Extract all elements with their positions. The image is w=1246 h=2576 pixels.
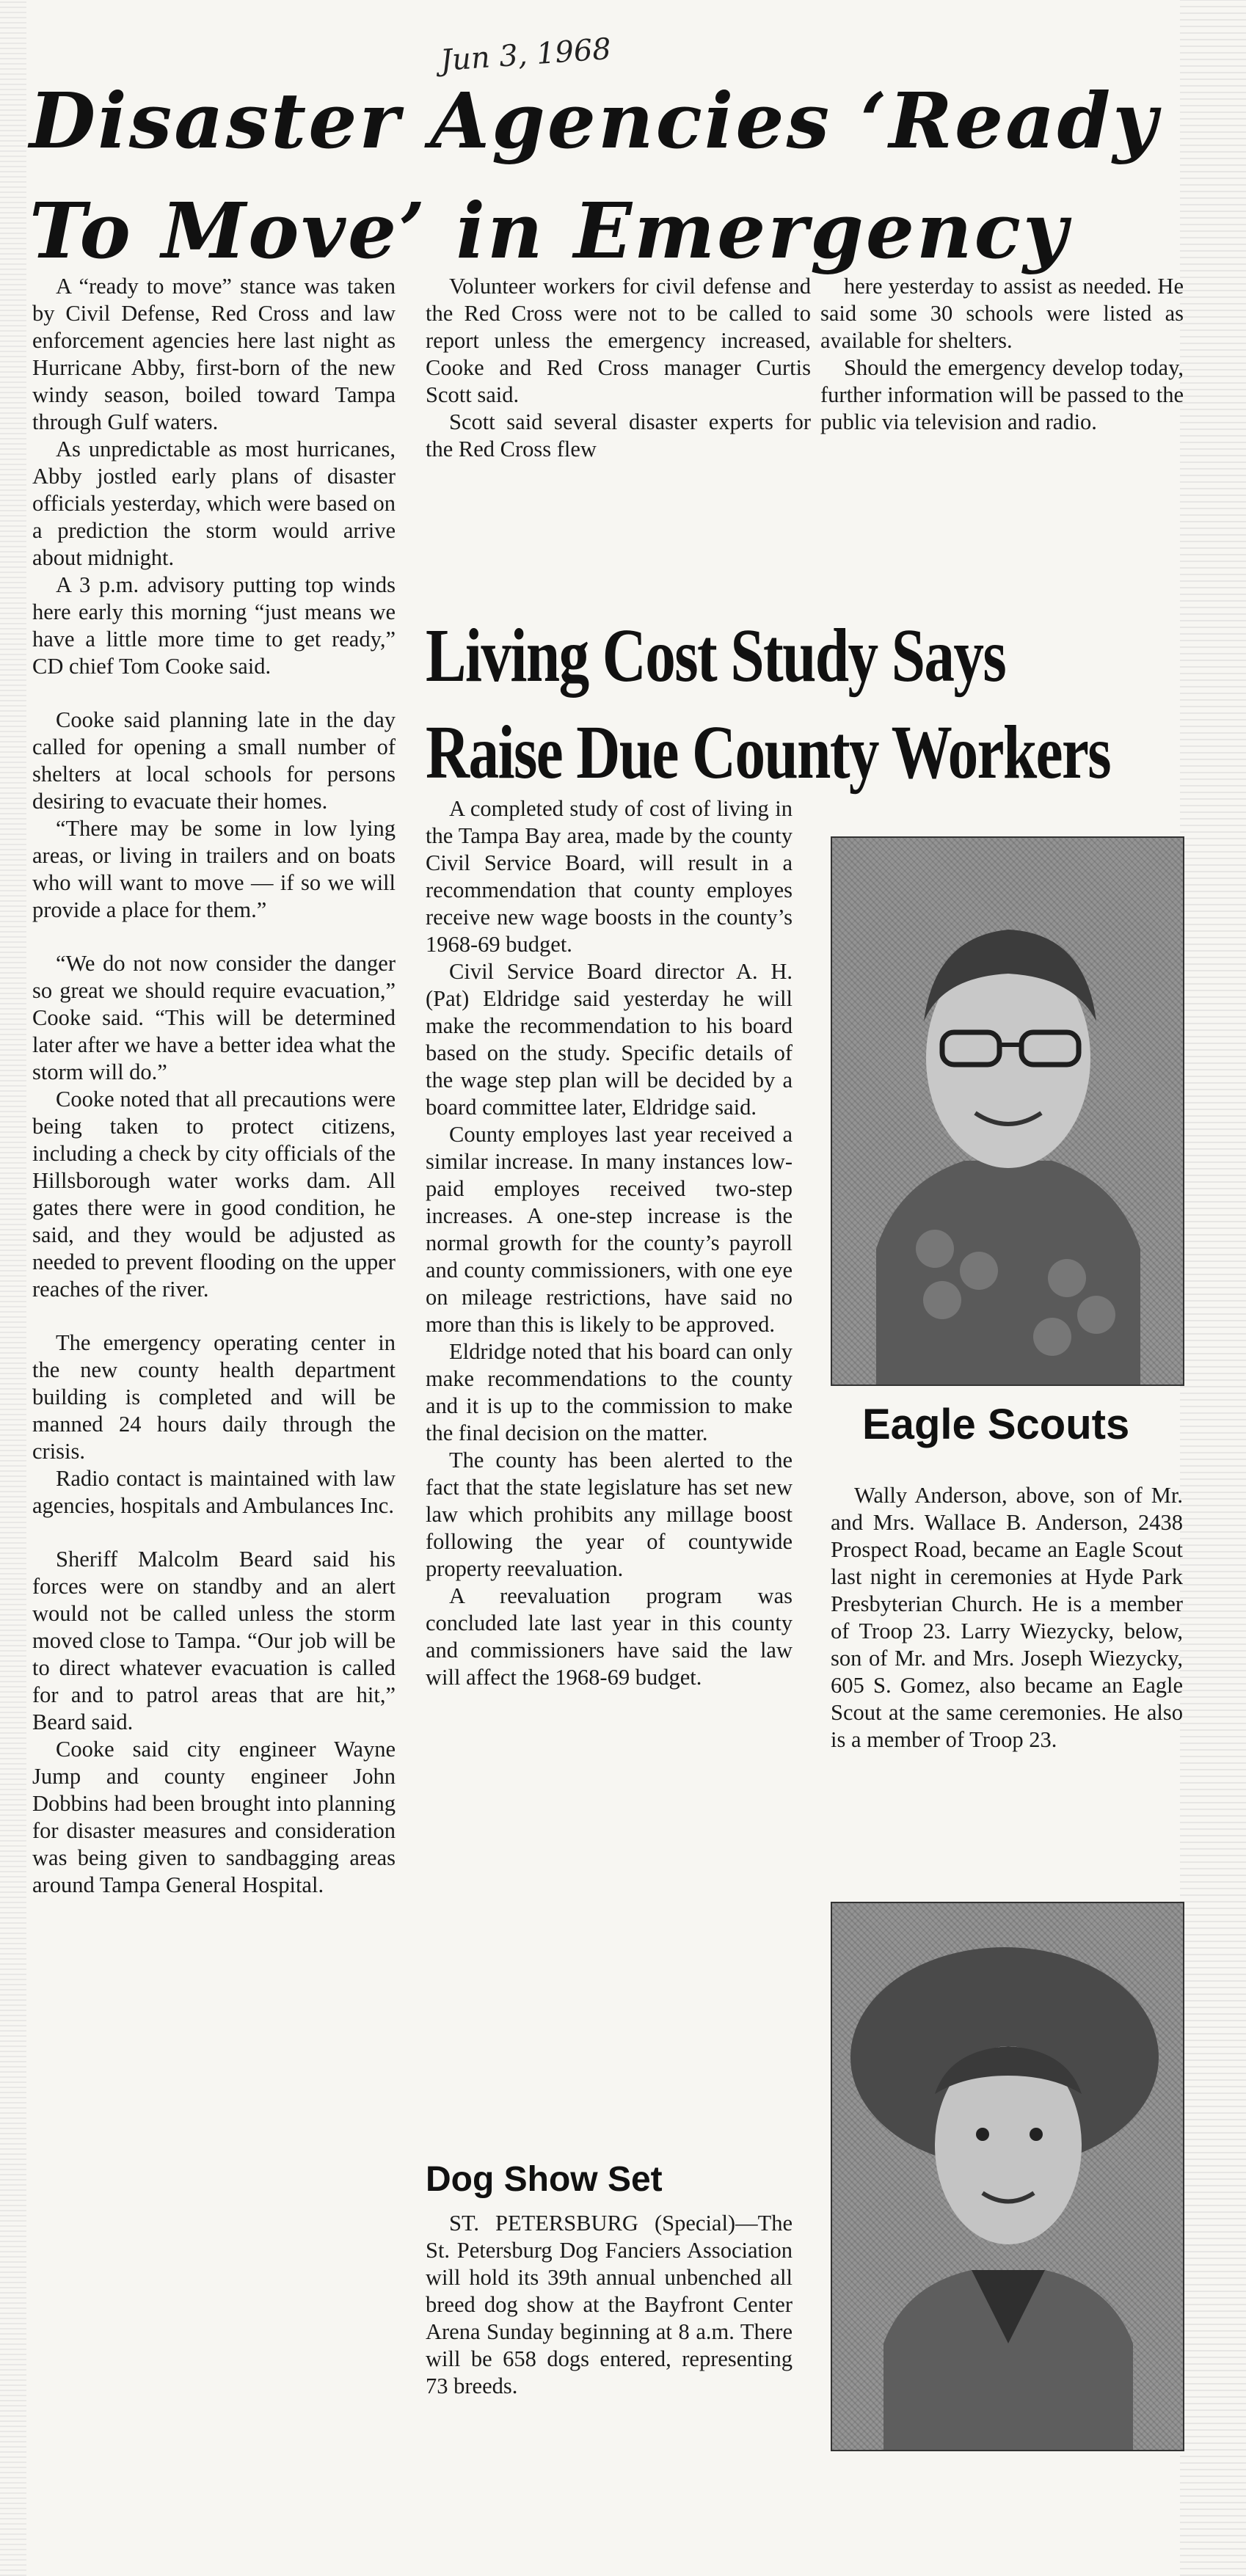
paragraph: A 3 p.m. advisory putting top winds here early this morning “just means we have a little more time to get ready,” CD chief Tom Cooke said. bbox=[32, 572, 396, 679]
dog-show-story bbox=[426, 2210, 793, 2400]
paragraph: Eldridge noted that his board can only make recommendations to the county and it is up to the commission to make the final decision on the matter. bbox=[426, 1339, 793, 1445]
paragraph: here yesterday to assist as needed. He said some 30 schools were listed as available for shelters. bbox=[820, 274, 1184, 353]
paragraph: Cooke said planning late in the day called for opening a small number of shelters at local schools for persons desiring to evacuate their homes. bbox=[32, 707, 396, 814]
living-cost-headline-line1: Living Cost Study Says bbox=[426, 613, 1006, 698]
dog-show-headline: Dog Show Set bbox=[426, 2160, 663, 2199]
scan-noise-left bbox=[0, 0, 26, 2576]
paragraph: Volunteer workers for civil defense and the Red Cross were not to be called to report unless the emergency increased, Cooke and Red Cross manager Curtis Scott said. bbox=[426, 274, 811, 407]
paragraph: A completed study of cost of living in the Tampa Bay area, made by the county Civil Service Board, will result in a recommendation that county employes receive new wage boosts in the county’s 1968-69 budget. bbox=[426, 796, 793, 957]
portrait-illustration bbox=[832, 838, 1183, 1384]
paragraph: Cooke said city engineer Wayne Jump and county engineer John Dobbins had been brought into planning for disaster measures and consideration was being given to sandbagging areas around Tampa General Hospital. bbox=[32, 1737, 396, 1897]
living-cost-headline-line2: Raise Due County Workers bbox=[426, 710, 1111, 795]
scout-photo-larry-wiezycky bbox=[831, 1902, 1184, 2451]
main-story-column-1 bbox=[32, 273, 396, 1899]
main-story-column-3 bbox=[820, 273, 1184, 436]
spacer bbox=[32, 1519, 396, 1546]
living-cost-headline bbox=[426, 607, 1111, 801]
paragraph: “There may be some in low lying areas, or living in trailers and on boats who will want to move — if so we will provide a place for them.” bbox=[32, 816, 396, 922]
paragraph: “We do not now consider the danger so great we should require evacuation,” Cooke said. “This will be determined later after we have a better idea what the storm will do.” bbox=[32, 951, 396, 1084]
main-headline-line2: To Move’ in Emergency bbox=[29, 186, 1070, 276]
paragraph: Radio contact is maintained with law agencies, hospitals and Ambulances Inc. bbox=[32, 1466, 396, 1518]
eagle-scouts-caption bbox=[831, 1482, 1183, 1754]
handwritten-date: Jun 3, 1968 bbox=[439, 32, 613, 79]
paragraph: Wally Anderson, above, son of Mr. and Mrs. Wallace B. Anderson, 2438 Prospect Road, became an Eagle Scout last night in ceremonies at Hyde Park Presbyterian Church. He is a member of Troop 23. Larry Wiezycky, below, son of Mr. and Mrs. Joseph Wiezycky, 605 S. Gomez, also became an Eagle Scout at the same ceremonies. He also is a member of Troop 23. bbox=[831, 1483, 1183, 1752]
spacer bbox=[32, 680, 396, 707]
paragraph: A reevaluation program was concluded late last year in this county and commissioners have said the law will affect the 1968-69 budget. bbox=[426, 1583, 793, 1690]
paragraph: Cooke noted that all precautions were being taken to protect citizens, including a check by city officials of the Hillsborough water works dam. All gates there were in good condition, he said, and they would be adjusted as needed to prevent flooding on the upper reaches of the river. bbox=[32, 1087, 396, 1302]
paragraph: Should the emergency develop today, further information will be passed to the public via television and radio. bbox=[820, 355, 1184, 434]
paragraph: ST. PETERSBURG (Special)—The St. Petersburg Dog Fanciers Association will hold its 39th annual unbenched all breed dog show at the Bayfront Center Arena Sunday beginning at 8 a.m. There will be 658 dogs entered, representing 73 breeds. bbox=[426, 2211, 793, 2398]
paragraph: Sheriff Malcolm Beard said his forces were on standby and an alert would not be called unless the storm moved close to Tampa. “Our job will be to direct whatever evacuation is called for and to patrol areas that are hit,” Beard said. bbox=[32, 1547, 396, 1734]
paragraph: A “ready to move” stance was taken by Civil Defense, Red Cross and law enforcement agencies here last night as Hurricane Abby, first-born of the new windy season, boiled toward Tampa through Gulf waters. bbox=[32, 274, 396, 434]
portrait-illustration bbox=[832, 1903, 1183, 2450]
paragraph: Scott said several disaster experts for the Red Cross flew bbox=[426, 409, 811, 461]
spacer bbox=[32, 924, 396, 950]
paragraph: As unpredictable as most hurricanes, Abby jostled early plans of disaster officials yesterday, which were based on a prediction the storm would arrive about midnight. bbox=[32, 437, 396, 570]
scan-noise-right bbox=[1180, 0, 1246, 2576]
spacer bbox=[32, 1303, 396, 1329]
paragraph: County employes last year received a similar increase. In many instances low-paid employes received two-step increases. A one-step increase is the normal growth for the county’s payroll and county commissioners, with one eye on mileage restrictions, have said no more than this is likely to be approved. bbox=[426, 1122, 793, 1337]
scout-photo-wally-anderson bbox=[831, 836, 1184, 1386]
main-headline-line1: Disaster Agencies ‘Ready bbox=[29, 76, 1159, 166]
main-story-column-2 bbox=[426, 273, 811, 463]
paragraph: The county has been alerted to the fact that the state legislature has set new law which prohibits any millage boost following the year of countywide property reevaluation. bbox=[426, 1448, 793, 1581]
eagle-scouts-headline: Eagle Scouts bbox=[862, 1401, 1130, 1448]
main-headline bbox=[29, 66, 1174, 286]
paragraph: The emergency operating center in the new county health department building is completed and will be manned 24 hours daily through the crisis. bbox=[32, 1330, 396, 1464]
living-cost-story bbox=[426, 795, 793, 1691]
paragraph: Civil Service Board director A. H. (Pat) Eldridge said yesterday he will make the recommendation to his board based on the study. Specific details of the wage step plan will be decided by a board committee later, Eldridge said. bbox=[426, 959, 793, 1120]
